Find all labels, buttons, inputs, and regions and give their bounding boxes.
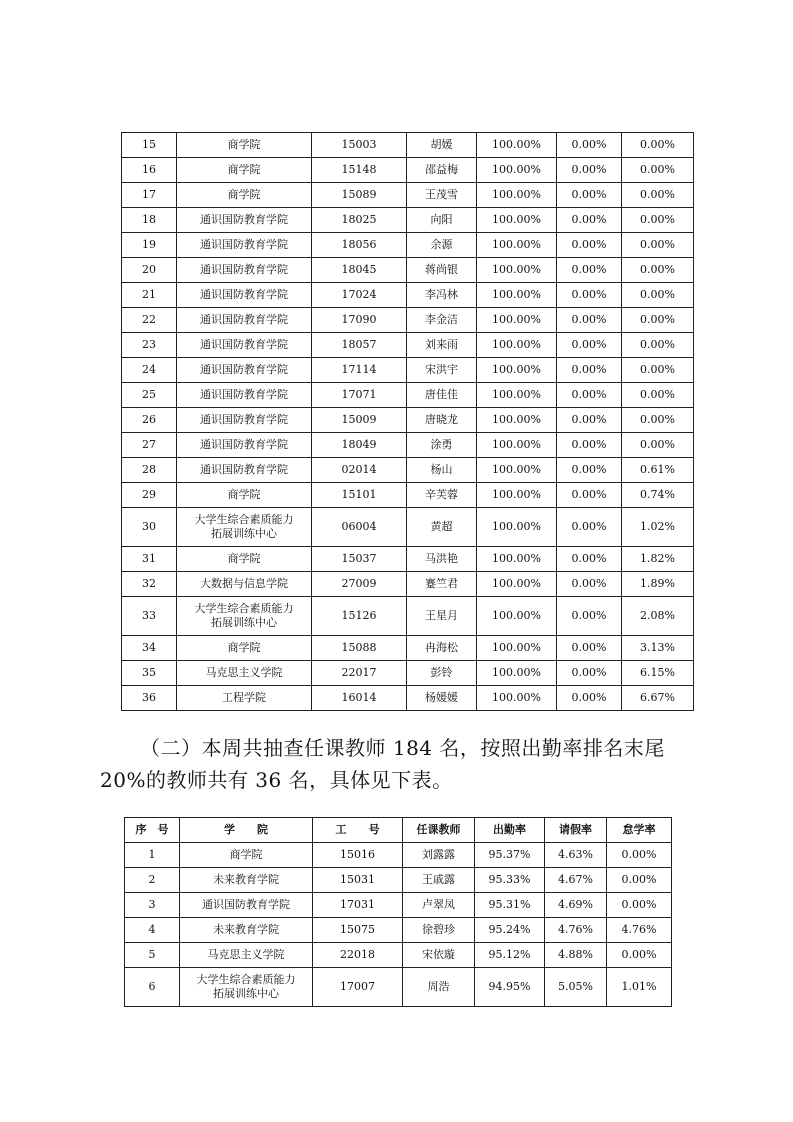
cell-absence-rate: 0.00% [622,183,694,208]
cell-teacher: 冉海松 [407,636,477,661]
cell-attendance-rate: 100.00% [477,183,557,208]
header-leave-rate: 请假率 [545,818,607,843]
cell-teacher: 蹇竺君 [407,572,477,597]
cell-index: 26 [122,408,177,433]
cell-attendance-rate: 95.37% [475,843,545,868]
cell-attendance-rate: 100.00% [477,133,557,158]
cell-index: 6 [125,968,180,1007]
cell-leave-rate: 0.00% [557,483,622,508]
cell-college: 大学生综合素质能力 拓展训练中心 [177,597,312,636]
table-row [122,508,694,547]
table-row [122,258,694,283]
cell-absence-rate: 0.00% [622,283,694,308]
cell-leave-rate: 0.00% [557,508,622,547]
cell-attendance-rate: 100.00% [477,661,557,686]
cell-employee-id: 17090 [312,308,407,333]
cell-absence-rate: 0.74% [622,483,694,508]
cell-attendance-rate: 100.00% [477,208,557,233]
cell-index: 28 [122,458,177,483]
cell-leave-rate: 5.05% [545,968,607,1007]
table-row [122,636,694,661]
cell-leave-rate: 0.00% [557,433,622,458]
cell-employee-id: 15148 [312,158,407,183]
cell-absence-rate: 3.13% [622,636,694,661]
cell-teacher: 李金洁 [407,308,477,333]
cell-leave-rate: 0.00% [557,383,622,408]
cell-teacher: 唐佳佳 [407,383,477,408]
cell-absence-rate: 0.00% [622,333,694,358]
table-row [125,968,672,1007]
cell-teacher: 李冯林 [407,283,477,308]
cell-college: 通识国防教育学院 [177,458,312,483]
cell-college: 通识国防教育学院 [177,308,312,333]
cell-leave-rate: 0.00% [557,572,622,597]
cell-college: 通识国防教育学院 [177,233,312,258]
table-row [122,233,694,258]
cell-index: 23 [122,333,177,358]
cell-index: 24 [122,358,177,383]
table2-body [125,843,672,1007]
cell-attendance-rate: 95.33% [475,868,545,893]
table-row [122,547,694,572]
table-row [125,943,672,968]
cell-leave-rate: 4.88% [545,943,607,968]
cell-teacher: 周浩 [403,968,475,1007]
cell-college: 大数据与信息学院 [177,572,312,597]
table-row [122,183,694,208]
table-row [125,843,672,868]
cell-leave-rate: 4.69% [545,893,607,918]
cell-teacher: 唐晓龙 [407,408,477,433]
cell-teacher: 卢翠凤 [403,893,475,918]
cell-college: 工程学院 [177,686,312,711]
cell-teacher: 刘露露 [403,843,475,868]
cell-attendance-rate: 100.00% [477,572,557,597]
cell-employee-id: 15016 [313,843,403,868]
cell-leave-rate: 0.00% [557,183,622,208]
cell-index: 32 [122,572,177,597]
cell-index: 33 [122,597,177,636]
cell-attendance-rate: 100.00% [477,508,557,547]
cell-index: 4 [125,918,180,943]
cell-teacher: 辛芙蓉 [407,483,477,508]
cell-teacher: 涂勇 [407,433,477,458]
cell-absence-rate: 6.15% [622,661,694,686]
cell-absence-rate: 1.89% [622,572,694,597]
cell-attendance-rate: 100.00% [477,333,557,358]
cell-employee-id: 15101 [312,483,407,508]
cell-absence-rate: 0.00% [622,408,694,433]
table-row [125,893,672,918]
cell-leave-rate: 0.00% [557,686,622,711]
cell-employee-id: 15075 [313,918,403,943]
cell-employee-id: 15009 [312,408,407,433]
cell-leave-rate: 0.00% [557,133,622,158]
cell-college: 马克思主义学院 [180,943,313,968]
cell-leave-rate: 4.63% [545,843,607,868]
cell-absence-rate: 0.00% [622,383,694,408]
cell-employee-id: 18057 [312,333,407,358]
table-row [122,661,694,686]
cell-employee-id: 22017 [312,661,407,686]
cell-teacher: 宋依璇 [403,943,475,968]
cell-teacher: 王茂雪 [407,183,477,208]
cell-employee-id: 18049 [312,433,407,458]
cell-employee-id: 17114 [312,358,407,383]
cell-attendance-rate: 94.95% [475,968,545,1007]
cell-index: 25 [122,383,177,408]
cell-absence-rate: 2.08% [622,597,694,636]
cell-employee-id: 18045 [312,258,407,283]
cell-index: 21 [122,283,177,308]
cell-leave-rate: 0.00% [557,661,622,686]
cell-attendance-rate: 100.00% [477,636,557,661]
cell-index: 22 [122,308,177,333]
cell-leave-rate: 0.00% [557,308,622,333]
cell-absence-rate: 4.76% [607,918,672,943]
cell-college: 未来教育学院 [180,918,313,943]
cell-attendance-rate: 100.00% [477,458,557,483]
cell-leave-rate: 0.00% [557,208,622,233]
cell-leave-rate: 0.00% [557,333,622,358]
cell-college: 通识国防教育学院 [180,893,313,918]
cell-employee-id: 15088 [312,636,407,661]
header-attendance-rate: 出勤率 [475,818,545,843]
cell-college: 商学院 [180,843,313,868]
cell-absence-rate: 0.00% [607,868,672,893]
cell-teacher: 杨山 [407,458,477,483]
attendance-table-continued [121,132,694,711]
cell-attendance-rate: 95.12% [475,943,545,968]
cell-index: 19 [122,233,177,258]
cell-employee-id: 15089 [312,183,407,208]
cell-absence-rate: 0.00% [607,893,672,918]
cell-college: 商学院 [177,183,312,208]
table-row [122,572,694,597]
cell-attendance-rate: 100.00% [477,483,557,508]
table-row [122,358,694,383]
cell-leave-rate: 4.67% [545,868,607,893]
cell-index: 5 [125,943,180,968]
cell-teacher: 彭铃 [407,661,477,686]
cell-employee-id: 15037 [312,547,407,572]
table-row [122,597,694,636]
cell-leave-rate: 0.00% [557,233,622,258]
cell-teacher: 宋洪宇 [407,358,477,383]
cell-absence-rate: 0.00% [622,308,694,333]
cell-absence-rate: 0.00% [622,208,694,233]
cell-leave-rate: 0.00% [557,283,622,308]
cell-attendance-rate: 100.00% [477,233,557,258]
cell-leave-rate: 0.00% [557,636,622,661]
table-row [122,133,694,158]
cell-college: 通识国防教育学院 [177,333,312,358]
cell-college: 通识国防教育学院 [177,408,312,433]
cell-college: 通识国防教育学院 [177,208,312,233]
header-college: 学 院 [180,818,313,843]
table2-header-row [125,818,672,843]
cell-index: 18 [122,208,177,233]
cell-teacher: 杨媛媛 [407,686,477,711]
cell-index: 36 [122,686,177,711]
cell-attendance-rate: 100.00% [477,283,557,308]
table-row [125,868,672,893]
cell-absence-rate: 0.00% [622,433,694,458]
cell-absence-rate: 1.02% [622,508,694,547]
header-absence-rate: 怠学率 [607,818,672,843]
cell-employee-id: 15031 [313,868,403,893]
cell-absence-rate: 0.00% [622,258,694,283]
table-row [122,458,694,483]
cell-teacher: 马洪艳 [407,547,477,572]
cell-college: 未来教育学院 [180,868,313,893]
cell-leave-rate: 0.00% [557,158,622,183]
cell-attendance-rate: 100.00% [477,258,557,283]
cell-absence-rate: 1.01% [607,968,672,1007]
cell-employee-id: 17007 [313,968,403,1007]
cell-absence-rate: 0.61% [622,458,694,483]
cell-college: 大学生综合素质能力 拓展训练中心 [177,508,312,547]
cell-leave-rate: 0.00% [557,597,622,636]
cell-college: 通识国防教育学院 [177,258,312,283]
cell-leave-rate: 0.00% [557,547,622,572]
cell-employee-id: 17071 [312,383,407,408]
cell-employee-id: 27009 [312,572,407,597]
cell-employee-id: 15003 [312,133,407,158]
cell-index: 34 [122,636,177,661]
cell-college: 商学院 [177,158,312,183]
cell-absence-rate: 0.00% [622,358,694,383]
cell-index: 3 [125,893,180,918]
cell-attendance-rate: 100.00% [477,433,557,458]
cell-employee-id: 02014 [312,458,407,483]
cell-college: 商学院 [177,133,312,158]
cell-attendance-rate: 100.00% [477,308,557,333]
cell-college: 马克思主义学院 [177,661,312,686]
cell-absence-rate: 0.00% [622,233,694,258]
cell-attendance-rate: 100.00% [477,597,557,636]
cell-attendance-rate: 100.00% [477,358,557,383]
cell-absence-rate: 1.82% [622,547,694,572]
cell-teacher: 向阳 [407,208,477,233]
cell-attendance-rate: 100.00% [477,158,557,183]
cell-attendance-rate: 100.00% [477,408,557,433]
cell-leave-rate: 0.00% [557,408,622,433]
table-row [122,208,694,233]
cell-absence-rate: 0.00% [622,133,694,158]
cell-absence-rate: 0.00% [607,843,672,868]
table-row [122,308,694,333]
cell-teacher: 王星月 [407,597,477,636]
table-row [122,383,694,408]
cell-employee-id: 17031 [313,893,403,918]
cell-college: 大学生综合素质能力 拓展训练中心 [180,968,313,1007]
cell-teacher: 蒋尚银 [407,258,477,283]
cell-index: 1 [125,843,180,868]
cell-employee-id: 18025 [312,208,407,233]
cell-leave-rate: 0.00% [557,258,622,283]
table-row [125,918,672,943]
cell-employee-id: 15126 [312,597,407,636]
cell-leave-rate: 0.00% [557,358,622,383]
cell-college: 通识国防教育学院 [177,358,312,383]
table-row [122,686,694,711]
cell-index: 15 [122,133,177,158]
cell-employee-id: 22018 [313,943,403,968]
header-employee-id: 工 号 [313,818,403,843]
cell-index: 29 [122,483,177,508]
cell-teacher: 刘来雨 [407,333,477,358]
cell-teacher: 胡媛 [407,133,477,158]
table1-body [122,133,694,711]
header-teacher: 任课教师 [403,818,475,843]
cell-college: 通识国防教育学院 [177,383,312,408]
cell-teacher: 邵益梅 [407,158,477,183]
cell-index: 20 [122,258,177,283]
cell-index: 27 [122,433,177,458]
cell-college: 通识国防教育学院 [177,433,312,458]
cell-college: 通识国防教育学院 [177,283,312,308]
cell-attendance-rate: 95.24% [475,918,545,943]
cell-absence-rate: 6.67% [622,686,694,711]
cell-college: 商学院 [177,547,312,572]
cell-teacher: 王戚露 [403,868,475,893]
cell-absence-rate: 0.00% [622,158,694,183]
cell-index: 17 [122,183,177,208]
cell-attendance-rate: 95.31% [475,893,545,918]
cell-leave-rate: 4.76% [545,918,607,943]
table-row [122,408,694,433]
cell-index: 16 [122,158,177,183]
cell-index: 2 [125,868,180,893]
table-row [122,483,694,508]
cell-college: 商学院 [177,636,312,661]
cell-employee-id: 06004 [312,508,407,547]
cell-employee-id: 17024 [312,283,407,308]
section-paragraph: （二）本周共抽查任课教师 184 名，按照出勤率排名末尾 20%的教师共有 36 名，具体见下表。 [100,736,665,792]
table-row [122,158,694,183]
cell-attendance-rate: 100.00% [477,383,557,408]
cell-index: 31 [122,547,177,572]
cell-teacher: 徐碧珍 [403,918,475,943]
header-index: 序 号 [125,818,180,843]
cell-employee-id: 16014 [312,686,407,711]
cell-absence-rate: 0.00% [607,943,672,968]
cell-attendance-rate: 100.00% [477,686,557,711]
table-row [122,333,694,358]
cell-leave-rate: 0.00% [557,458,622,483]
attendance-table-bottom20 [124,817,672,1007]
cell-attendance-rate: 100.00% [477,547,557,572]
cell-employee-id: 18056 [312,233,407,258]
cell-index: 35 [122,661,177,686]
cell-index: 30 [122,508,177,547]
cell-teacher: 余源 [407,233,477,258]
cell-college: 商学院 [177,483,312,508]
table-row [122,433,694,458]
cell-teacher: 黄超 [407,508,477,547]
table-row [122,283,694,308]
